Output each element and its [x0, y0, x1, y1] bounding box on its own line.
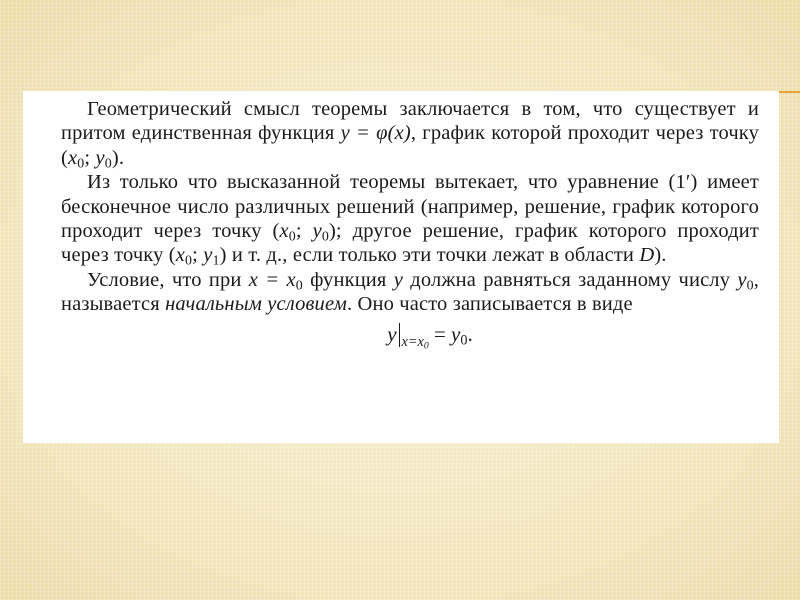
math-var: y: [393, 268, 404, 291]
math-sub: 0: [295, 278, 303, 294]
text: функция: [302, 268, 394, 291]
text: должна равняться заданному числу: [403, 268, 738, 291]
math-var: y: [451, 321, 461, 346]
math-sub: 0: [460, 332, 468, 349]
paragraph-initial-condition: [61, 268, 759, 317]
math-sub: 0: [185, 253, 193, 269]
math-var: y: [737, 268, 747, 291]
text: . Оно часто записывается в виде: [346, 293, 633, 316]
term-initial-condition: начальным условием: [165, 293, 347, 316]
math-var: x: [67, 146, 78, 169]
eval-condition-text: x=x: [401, 333, 424, 350]
text: ;: [84, 146, 96, 169]
math-sub: 0: [423, 340, 429, 352]
period: .: [467, 321, 473, 346]
text: ); другое решение, график которого проходит через точку (: [61, 220, 759, 267]
math-sub: 1: [212, 253, 220, 269]
math-var: y: [95, 146, 105, 169]
accent-line: [778, 91, 800, 93]
math-function: y = φ(x): [340, 122, 411, 145]
math-sub: 0: [104, 156, 112, 172]
text: ;: [192, 244, 204, 267]
math-condition: x = x: [248, 268, 296, 291]
math-sub: 0: [746, 278, 754, 294]
math-region: D: [639, 244, 655, 267]
math-var: y: [387, 321, 397, 346]
text: ) и т. д., если только эти точки лежат в области: [219, 244, 640, 267]
text: Из только что высказанной теоремы вытекает, что уравнение (1′) имеет бесконечное число различных решений (например, решение, график которого проходит через точку (: [61, 171, 759, 243]
text: ;: [295, 220, 313, 243]
formula-initial-condition: [61, 321, 759, 355]
text: , называется: [61, 268, 759, 316]
math-var: x: [279, 220, 289, 243]
text: ).: [111, 146, 125, 169]
paragraph-geometric-meaning: [61, 97, 759, 170]
math-sub: 0: [77, 156, 85, 172]
paragraph-infinite-solutions: [61, 170, 759, 268]
math-var: y: [312, 220, 322, 243]
math-var: x: [175, 244, 186, 267]
text: Геометрический смысл теоремы заключается в том, что существует и притом единственная функция: [61, 98, 759, 145]
math-sub: 0: [288, 229, 296, 245]
text: Условие, что при: [87, 268, 249, 291]
eval-condition: [402, 334, 429, 350]
text: ).: [654, 244, 667, 267]
math-sub: 0: [321, 229, 329, 245]
text-panel: [23, 91, 779, 443]
text: , график которой проходит через точку (: [61, 122, 759, 169]
equals-sign: =: [428, 321, 452, 346]
math-var: y: [203, 244, 213, 267]
